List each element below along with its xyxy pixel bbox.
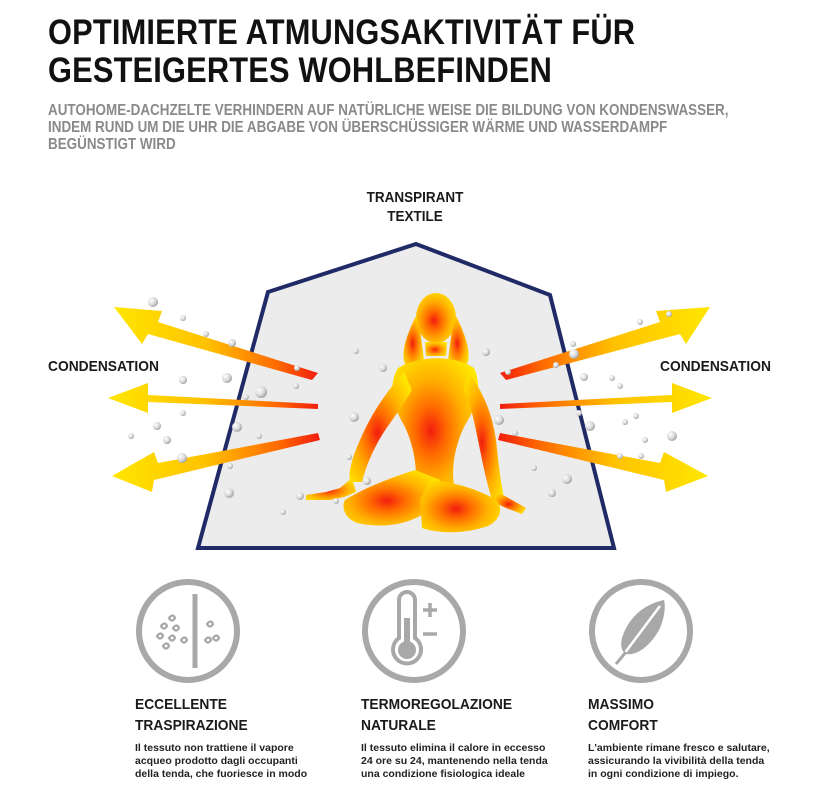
feature-text-line-2: 24 ore su 24, mantenendo nella tenda — [361, 755, 548, 767]
feather-icon — [588, 578, 694, 684]
feature-text-line-1: Il tessuto non trattiene il vapore — [135, 742, 294, 754]
feature-title — [361, 694, 582, 736]
breathability-icon — [135, 578, 241, 684]
transpirant-textile-label — [366, 188, 465, 226]
feature-text-line-3: della tenda, che fuoriesce in modo — [135, 768, 308, 780]
feature-text-line-2: acqueo prodotto dagli occupanti — [135, 755, 298, 767]
feature-text-line-1: L'ambiente rimane fresco e salutare, — [588, 742, 770, 754]
feature-title-line-1: ECCELLENTE — [135, 696, 228, 713]
feature-thermoregulation — [361, 578, 591, 781]
feature-text-line-1: Il tessuto elimina il calore in eccesso — [361, 742, 546, 754]
subtitle-line-2: INDEM RUND UM DIE UHR DIE ABGABE VON ÜBERSCHÜSSIGER WÄRME UND WASSERDAMPF — [48, 119, 668, 136]
subtitle-line-1: AUTOHOME-DACHZELTE VERHINDERN AUF NATÜRLICHE WEISE DIE BILDUNG VON KONDENSWASSER, — [48, 102, 729, 119]
top-label-line-1: TRANSPIRANT — [366, 189, 464, 206]
condensation-label-right: CONDENSATION — [660, 358, 771, 375]
subtitle-line-3: BEGÜNSTIGT WIRD — [48, 136, 176, 153]
feature-title-line-2: COMFORT — [588, 717, 658, 734]
feature-title — [135, 694, 356, 736]
page-subtitle — [48, 102, 770, 153]
feature-title — [588, 694, 809, 736]
feature-title-line-2: TRASPIRAZIONE — [135, 717, 248, 734]
feature-text — [361, 742, 551, 781]
feature-text — [588, 742, 778, 781]
feature-title-line-2: NATURALE — [361, 717, 436, 734]
feature-title-line-1: MASSIMO — [588, 696, 654, 713]
page-title — [48, 14, 717, 90]
feature-text-line-3: una condizione fisiologica ideale — [361, 768, 525, 780]
title-line-2: GESTEIGERTES WOHLBEFINDEN — [48, 51, 553, 90]
feature-comfort — [588, 578, 818, 781]
condensation-label-left: CONDENSATION — [48, 358, 159, 375]
thermometer-icon — [361, 578, 467, 684]
feature-text-line-2: assicurando la vivibilità della tenda — [588, 755, 765, 767]
feature-text — [135, 742, 325, 781]
feature-breathability — [135, 578, 365, 781]
feature-title-line-1: TERMOREGOLAZIONE — [361, 696, 513, 713]
feature-text-line-3: in ogni condizione di impiego. — [588, 768, 739, 780]
top-label-line-2: TEXTILE — [387, 208, 443, 225]
title-line-1: OPTIMIERTE ATMUNGSAKTIVITÄT FÜR — [48, 13, 636, 52]
